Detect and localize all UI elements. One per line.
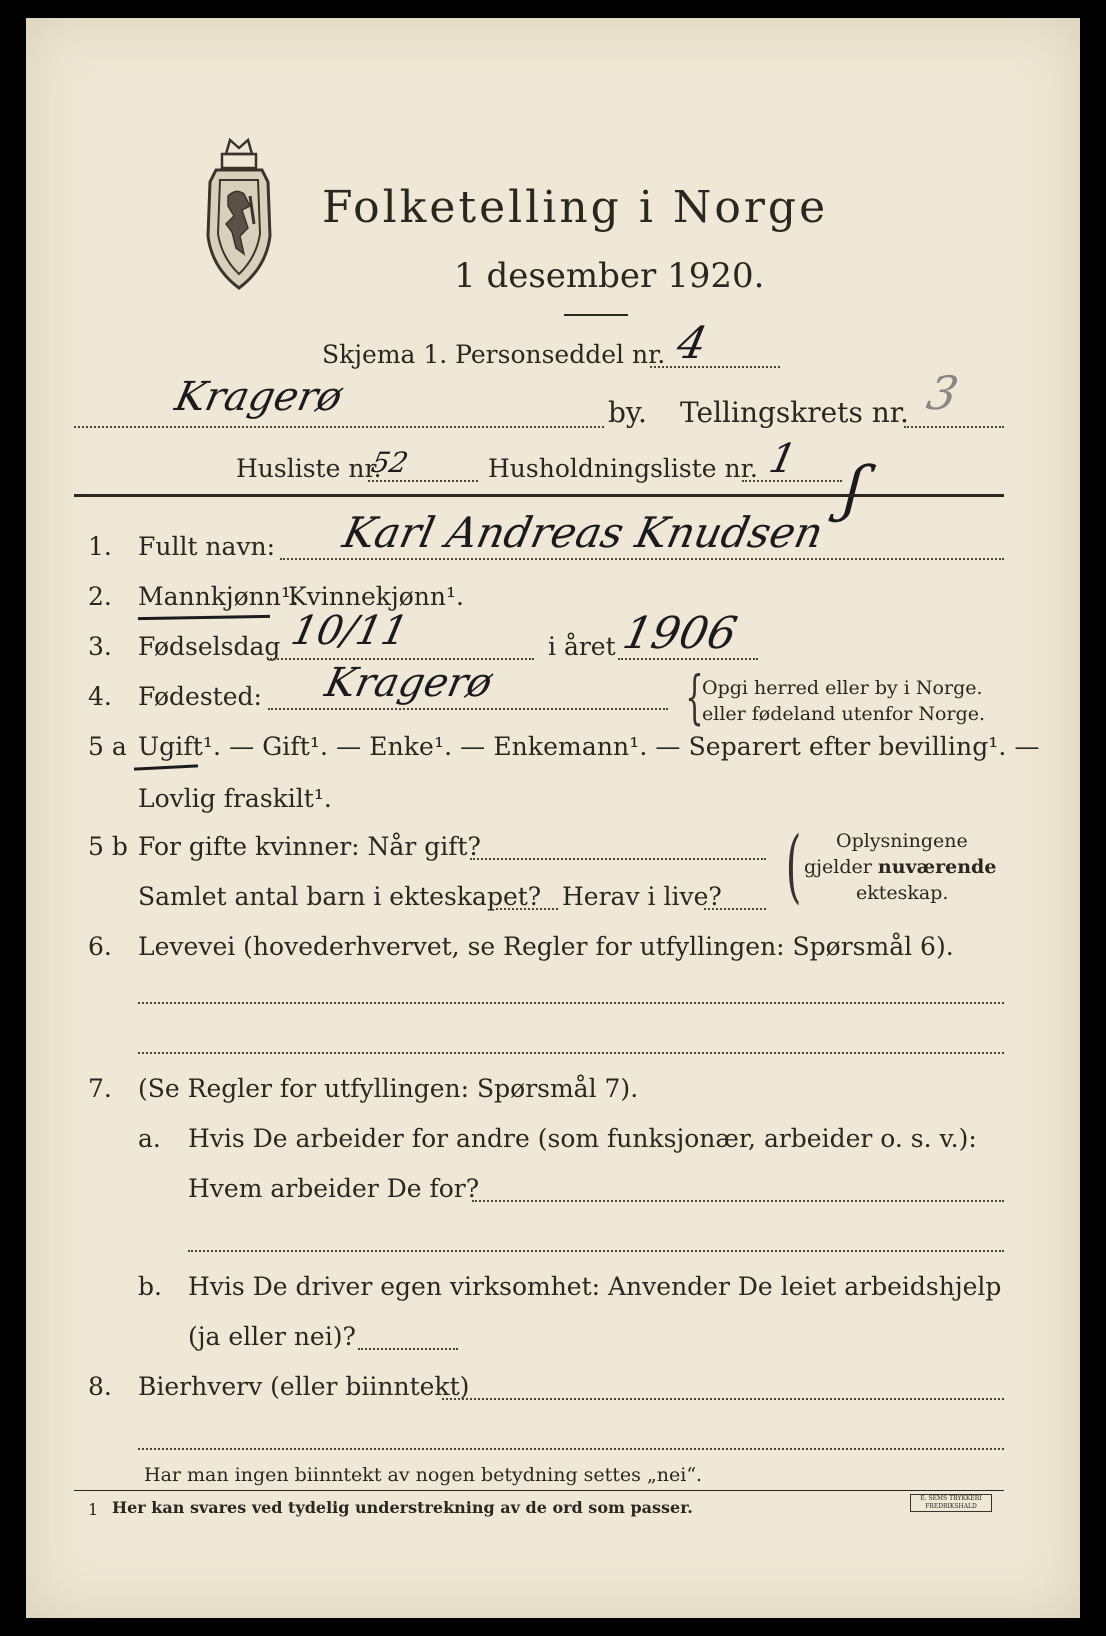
q8-note: Har man ingen biinntekt av nogen betydning settes „nei“. <box>144 1464 703 1486</box>
q7b-number: b. <box>138 1272 162 1301</box>
q4-note-2: eller fødeland utenfor Norge. <box>702 703 986 725</box>
q3-number: 3. <box>88 632 112 661</box>
husholdningsliste-label: Husholdningsliste nr. <box>488 454 758 483</box>
ink-stroke: ʃ <box>838 454 870 524</box>
footer-rule <box>74 1490 1004 1491</box>
q7b-label-2: (ja eller nei)? <box>188 1322 356 1351</box>
q5b-label-2: Samlet antal barn i ekteskapet? <box>138 882 542 911</box>
q4-number: 4. <box>88 682 112 711</box>
male-underline <box>138 615 270 620</box>
q4-label: Fødested: <box>138 682 262 711</box>
town-value: Kragerø <box>171 374 347 420</box>
q1-number: 1. <box>88 532 112 561</box>
q3-year-label: i året <box>548 632 616 661</box>
q7a-label-2: Hvem arbeider De for? <box>188 1174 480 1203</box>
birthdate-value: 10/11 <box>287 608 413 654</box>
q8-label: Bierhverv (eller biinntekt) <box>138 1372 470 1401</box>
husliste-value: 52 <box>368 446 412 479</box>
q7a-number: a. <box>138 1124 161 1153</box>
q2-female: Kvinnekjønn¹. <box>288 582 464 611</box>
birth-year-value: 1906 <box>618 608 742 659</box>
q5b-note-1: Oplysningene <box>836 830 968 852</box>
q2-number: 2. <box>88 582 112 611</box>
ugift-underline <box>134 764 198 770</box>
husliste-label: Husliste nr. <box>236 454 382 483</box>
personseddel-number: 4 <box>672 318 712 369</box>
q5b-note-3: ekteskap. <box>856 882 949 904</box>
census-form: Folketelling i Norge 1 desember 1920. Skjema 1. Personseddel nr. 4 Kragerø by. Tellingskrets nr. 3 Husliste nr. 52 Husholdningsliste nr. 1 ʃ 1. Fullt navn: Karl Andreas Knudsen 2. Mannkjønn¹. Kvinnekjønn¹. 3. Fødselsdag 10/11 i året 1906 4. Fødested: Kragerø { Opgi herred eller by i Norge. eller fødeland utenfor Norge. 5 a Ugift¹. — Gift¹. — Enke¹. — Enkemann¹. — Separert efter bevilling¹. — Lovlig fraskilt¹. 5 b For gifte kvinner: Når gift? Samlet antal barn i ekteskapet? Herav i live? ( Oplysningene gjelder nuværende ekteskap. 6. Levevei (hovederhvervet, se Regler for utfyllingen: Spørsmål 6). 7. (Se Regler for utfyllingen: Spørsmål 7). a. Hvis De arbeider for andre (som funksjonær, arbeider o. s. v.): Hvem arbeider De for? b. Hvis De driver egen virksomhet: Anvender De leiet arbeidshjelp (ja eller nei)? 8. Bierhverv (eller biinntekt) Har man ingen biinntekt av nogen betydning settes „nei“. 1 Her kan svares ved tydelig understrekning av de ord som passer. E. SEMS TRYKKERI FREDRIKSHALD <box>26 18 1080 1618</box>
q6-label: Levevei (hovederhvervet, se Regler for utfyllingen: Spørsmål 6). <box>138 932 954 961</box>
skjema-label: Skjema 1. Personseddel nr. <box>322 340 666 369</box>
husholdningsliste-value: 1 <box>765 436 801 482</box>
q3-label: Fødselsdag <box>138 632 281 661</box>
form-subtitle: 1 desember 1920. <box>454 256 765 296</box>
birthplace-value: Kragerø <box>321 660 497 706</box>
full-name-value: Karl Andreas Knudsen <box>338 508 828 557</box>
q7a-label: Hvis De arbeider for andre (som funksjonær, arbeider o. s. v.): <box>188 1124 977 1153</box>
q5b-label-3: Herav i live? <box>562 882 722 911</box>
header-rule <box>74 494 1004 497</box>
q4-note-1: Opgi herred eller by i Norge. <box>702 677 983 699</box>
form-title: Folketelling i Norge <box>322 182 829 233</box>
q1-label: Fullt navn: <box>138 532 276 561</box>
title-divider <box>564 314 628 316</box>
q5a-options: Ugift¹. — Gift¹. — Enke¹. — Enkemann¹. — Separert efter bevilling¹. — <box>138 732 1040 761</box>
tellingskrets-value: 3 <box>922 366 964 420</box>
footnote: Her kan svares ved tydelig understrekning av de ord som passer. <box>112 1498 693 1517</box>
q7-number: 7. <box>88 1074 112 1103</box>
by-label: by. <box>608 396 647 429</box>
q8-number: 8. <box>88 1372 112 1401</box>
q7-label: (Se Regler for utfyllingen: Spørsmål 7). <box>138 1074 639 1103</box>
tellingskrets-label: Tellingskrets nr. <box>680 396 909 429</box>
q5a-number: 5 a <box>88 732 127 761</box>
q5b-note-2: gjelder nuværende <box>804 856 997 878</box>
q5b-number: 5 b <box>88 832 128 861</box>
q5a-options-2: Lovlig fraskilt¹. <box>138 784 332 813</box>
q6-number: 6. <box>88 932 112 961</box>
coat-of-arms-icon <box>196 136 282 292</box>
footnote-mark: 1 <box>88 1500 99 1519</box>
printer-stamp: E. SEMS TRYKKERI FREDRIKSHALD <box>910 1494 992 1512</box>
q7b-label: Hvis De driver egen virksomhet: Anvender De leiet arbeidshjelp <box>188 1272 1002 1301</box>
q5b-label: For gifte kvinner: Når gift? <box>138 832 481 861</box>
q2-male: Mannkjønn¹. <box>138 582 299 611</box>
